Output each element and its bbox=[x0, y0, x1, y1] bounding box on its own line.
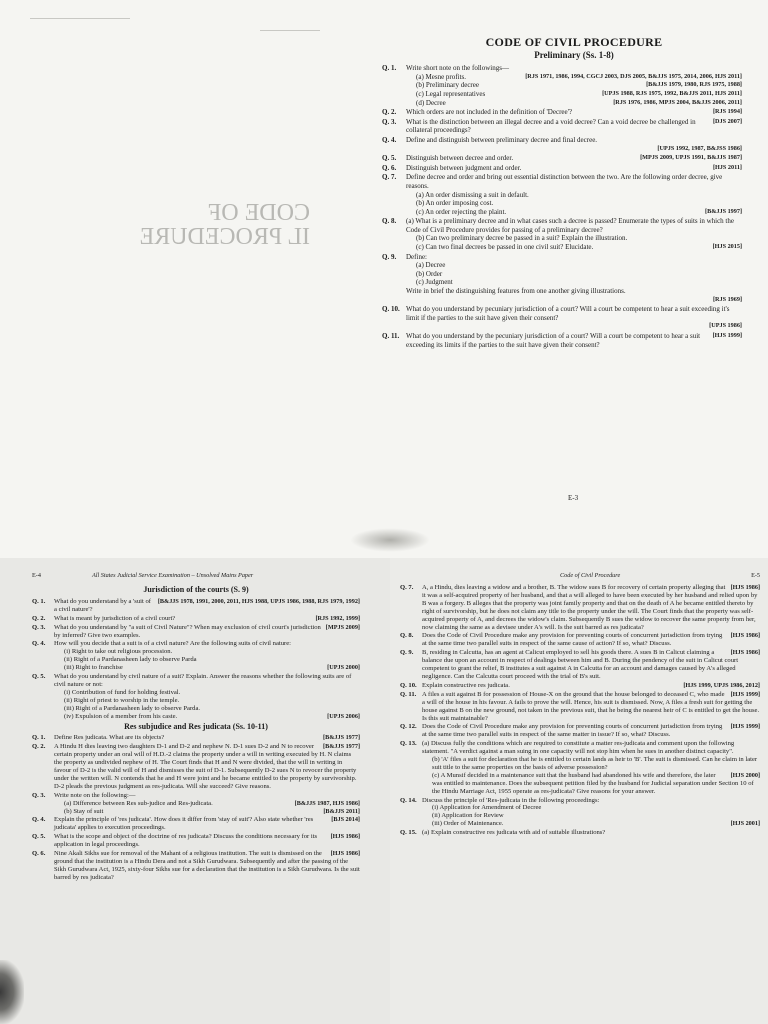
sub-question-text: (c) Judgment bbox=[416, 278, 453, 287]
bottom-left-page bbox=[0, 558, 390, 1024]
sub-question bbox=[422, 756, 760, 772]
exam-reference: [UPJS 2000] bbox=[327, 664, 360, 672]
sub-question bbox=[54, 689, 360, 697]
running-header bbox=[400, 572, 760, 584]
sub-question-text: (ii) Right of a Pardanasheen lady to observe Parda bbox=[64, 656, 197, 664]
running-head: Code of Civil Procedure bbox=[560, 572, 621, 579]
sub-question-text: (b) Stay of suit bbox=[64, 807, 104, 815]
question-text: What do you understand by the pecuniary jurisdiction of a court? Will a court be competent to hear a suit exceeding its limits if the parties to the suit have given their consent? bbox=[406, 332, 701, 349]
sub-question-text: (i) Application for Amendment of Decree bbox=[432, 804, 542, 812]
exam-reference: [UPJS 1992, 1987, B&JSS 1986] bbox=[657, 144, 742, 152]
sub-question-text: (d) Decree bbox=[416, 98, 446, 107]
question-item bbox=[400, 723, 760, 739]
sub-question-text: (iii) Right to franchise bbox=[64, 664, 123, 672]
sub-question bbox=[406, 278, 742, 287]
question-number: Q. 11. bbox=[382, 332, 400, 340]
exam-reference: [B&JJS 1997] bbox=[705, 207, 742, 215]
question-number: Q. 5. bbox=[32, 673, 46, 681]
question-item bbox=[32, 816, 360, 832]
sub-question bbox=[406, 90, 742, 99]
exam-reference: [B&JJS 1978, 1991, 2000, 2011, HJS 1988, UPJS 1986, 1988, RJS 1979, 1992] bbox=[157, 597, 360, 605]
section-heading: Jurisdiction of the courts (S. 9) bbox=[143, 585, 249, 594]
question-number: Q. 9. bbox=[400, 649, 414, 657]
sub-question bbox=[406, 191, 742, 200]
question-number: Q. 8. bbox=[382, 217, 397, 226]
question-list bbox=[382, 64, 742, 349]
question-text: Does the Code of Civil Procedure make any provision for preventing courts of concurrent jurisdiction from trying at the same time two parallel suits in respect of the same cause of action? If so, what? Discuss. bbox=[422, 632, 723, 648]
question-text: What do you understand by "a suit of Civil Nature"? When may exclusion of civil court's jurisdiction by inferred? Give two examples. bbox=[54, 623, 321, 639]
question-number: Q. 7. bbox=[382, 173, 397, 182]
exam-reference: [B&JJS 2011] bbox=[323, 807, 360, 815]
running-header bbox=[32, 572, 360, 584]
question-item bbox=[382, 64, 742, 107]
sub-question bbox=[406, 199, 742, 208]
question-text: A files a suit against B for possession of House-X on the ground that the house belonged to deceased C, who made a will of the house in his favour. A fails to prove the will. Hence, his suit is dismissed. Now, A files a fresh suit for getting the house against B on the new ground, not taken in the previous suit, that he being the nearest heir of C is entitled to get the house. Is this suit maintainable? bbox=[422, 690, 760, 722]
exam-reference: [HJS 2000] bbox=[730, 771, 760, 779]
question-number: Q. 9. bbox=[382, 252, 397, 261]
question-item bbox=[382, 154, 742, 163]
exam-reference: [HJS 1999] bbox=[730, 690, 760, 698]
sub-question bbox=[422, 804, 760, 812]
thumb-shadow bbox=[0, 960, 24, 1024]
question-item bbox=[32, 734, 360, 742]
question-column bbox=[400, 572, 760, 838]
exam-reference: [HJS 1986] bbox=[730, 584, 760, 591]
sub-question bbox=[54, 705, 360, 713]
question-item bbox=[32, 615, 360, 623]
question-item bbox=[400, 740, 760, 795]
exam-reference: [B&JJS 1977] bbox=[323, 734, 360, 742]
sub-question-text: (a) Difference between Res sub-judice and Res-judicata. bbox=[64, 799, 213, 807]
sub-question-text: (iii) Order of Maintenance. bbox=[432, 820, 504, 828]
exam-reference: [B&JJS 1979, 1980, RJS 1975, 1988] bbox=[646, 81, 742, 89]
question-item bbox=[32, 792, 360, 816]
question-list bbox=[32, 598, 360, 721]
question-item bbox=[382, 253, 742, 305]
exam-reference: [HJS 1986] bbox=[730, 632, 760, 640]
question-text: What do you understand by a 'suit of a civil nature'? bbox=[54, 597, 151, 613]
exam-reference: [RJS 1971, 1986, 1994, CGCJ 2003, DJS 2005, B&JJS 1975, 2014, 2006, HJS 2011] bbox=[525, 72, 742, 80]
question-text: A Hindu H dies leaving two daughters D-1 and D-2 and nephew N. D-1 sues D-2 and N to recover certain property under an oral will of H.D.-2 claims the property under a will in writing executed by H. N claims the property as undivided nephew of H. The Court finds that H and N were divided, that the will in writing in favour of D-2 is the valid will of H and dismisses the suit of D-1. Subsequently D-2 sues N to revocer the property under the written will. N contends that he and H were joint and he became entitled to the property by survivorship. D-2 pleads the previous judgment as res-judicata. Will she succeed? Give reasons. bbox=[54, 743, 357, 790]
sub-question-text: (c) A Munsif decided in a maintenance suit that the husband had abandoned his wife and therefore, the later was entitled to maintenance. Does the subsequent petition filed by the husband for Judicial separation under Section 10 of the Hindu Marriage Act, 1955 operate as res-judicata? Give reasons for your answer. bbox=[432, 771, 754, 795]
question-text: Define: bbox=[406, 252, 427, 261]
sub-question bbox=[54, 648, 360, 656]
sub-question bbox=[406, 261, 742, 270]
page-title: CODE OF CIVIL PROCEDURE bbox=[485, 35, 663, 49]
question-item bbox=[382, 108, 742, 117]
question-item bbox=[32, 850, 360, 882]
exam-reference: [HJS 1999] bbox=[712, 332, 742, 339]
exam-reference: [HJS 1986] bbox=[330, 850, 360, 858]
exam-reference: [UPJS 2006] bbox=[327, 712, 360, 720]
question-item bbox=[400, 632, 760, 648]
exam-reference: [B&JJS 1977] bbox=[323, 743, 360, 751]
question-item bbox=[400, 649, 760, 681]
question-list bbox=[32, 734, 360, 881]
question-text: What is meant by jurisdiction of a civil court? bbox=[54, 614, 176, 622]
question-number: Q. 6. bbox=[32, 850, 46, 858]
question-item bbox=[32, 673, 360, 720]
exam-reference: [RJS 1994] bbox=[712, 108, 742, 116]
sub-question-text: (c) Can two final decrees be passed in one civil suit? Elucidate. bbox=[416, 243, 594, 252]
question-number: Q. 4. bbox=[382, 135, 397, 144]
question-number: Q. 7. bbox=[400, 584, 414, 591]
question-item bbox=[400, 691, 760, 723]
question-item bbox=[382, 164, 742, 173]
sub-question-text: (a) Mesne profits. bbox=[416, 72, 466, 81]
sub-question bbox=[54, 800, 360, 808]
sub-question-text: (iii) Right of a Pardanasheen lady to observe Parda. bbox=[64, 704, 201, 712]
question-number: Q. 2. bbox=[32, 743, 46, 751]
question-number: Q. 3. bbox=[382, 117, 397, 126]
sub-question bbox=[406, 243, 742, 252]
page-number: E-5 bbox=[751, 572, 760, 579]
sub-question-text: (b) An order imposing cost. bbox=[416, 199, 494, 208]
question-number: Q. 8. bbox=[400, 632, 414, 640]
question-number: Q. 12. bbox=[400, 723, 417, 731]
question-text: B, residing in Calcutta, has an agent at Calicut employed to sell his goods there. A sues B in Calicut claiming a balance due upon an account in respect of dealings between him and B. During the pendency of the suit in Calicut court competent to grant the relief, B institutes a suit against A in Calcutta for an account and damages caused by A's alleged negligence. Can the Calcutta court proceed with the trial of B's suit. bbox=[422, 649, 739, 680]
sub-question bbox=[406, 73, 742, 82]
sub-question-text: (b) Order bbox=[416, 269, 443, 278]
question-text: A, a Hindu, dies leaving a widow and a brother, B. The widow sues B for recovery of certain property alleging that it was a self-acquired property of her husband, and that a will alleged to have been executed by her husband and relied upon by B was a forgery. B alleges that the property was joint family property and that on the death of A he became entitled thereto by right of survivorship, but he does not claim any title to the property under the will. The Court finds that the property was self-acquired property of A, and decrees the widow's claim. Subsequently B sues the widow to recover the same property from her, now claiming the same as a devisee under A's will. Is the suit barred as res judicata? bbox=[422, 584, 758, 631]
exam-reference: [UPJS 1988, RJS 1975, 1992, B&JJS 2011, HJS 2011] bbox=[602, 89, 742, 97]
question-number: Q. 3. bbox=[32, 623, 46, 631]
page-number: E-4 bbox=[32, 572, 41, 579]
sub-question-text: (ii) Application for Review bbox=[432, 812, 504, 820]
sub-question bbox=[406, 99, 742, 108]
question-text: (a) Discuss fully the conditions which are required to constitute a matter res-judicata and comment upon the following statement. "A verdict against a man suing in one capacity will not stop him when he sues in another distinct capacity". bbox=[422, 740, 735, 756]
sub-question bbox=[422, 812, 760, 820]
question-item bbox=[400, 829, 760, 837]
sub-question-text: (b) 'A' files a suit for declaration that he is entitled to certain lands as heir to 'B'. The suit is dismissed. Can he claim in later suit title to the same properties on the basis of adverse possession? bbox=[432, 756, 758, 771]
question-text: Distinguish between judgment and order. bbox=[406, 163, 522, 172]
question-text: Write note on the following:— bbox=[54, 791, 136, 799]
question-item bbox=[32, 743, 360, 790]
question-number: Q. 6. bbox=[382, 163, 397, 172]
question-number: Q. 3. bbox=[32, 791, 46, 799]
sub-question bbox=[54, 697, 360, 705]
question-number: Q. 11. bbox=[400, 690, 417, 698]
exam-reference: [RJS 1976, 1986, MPJS 2004, B&JJS 2006, 2011] bbox=[613, 98, 742, 106]
page-subtitle: Preliminary (Ss. 1-8) bbox=[534, 49, 614, 60]
exam-reference: [BJS 2014] bbox=[331, 816, 360, 824]
sub-question bbox=[422, 772, 760, 796]
question-number: Q. 4. bbox=[32, 640, 46, 648]
exam-reference: [B&JJS 1987, HJS 1986] bbox=[294, 799, 360, 807]
sub-question bbox=[54, 713, 360, 721]
exam-reference: [HJS 2015] bbox=[712, 243, 742, 251]
question-number: Q. 10. bbox=[400, 681, 417, 689]
question-item bbox=[382, 118, 742, 135]
section-heading: Res subjudice and Res judicata (Ss. 10-11) bbox=[124, 721, 268, 731]
question-item bbox=[382, 173, 742, 216]
bleed-mark bbox=[30, 18, 130, 19]
question-item bbox=[400, 584, 760, 631]
question-column bbox=[32, 572, 360, 883]
sub-question bbox=[406, 208, 742, 217]
question-item bbox=[382, 136, 742, 153]
question-column bbox=[382, 35, 742, 350]
question-number: Q. 5. bbox=[32, 833, 46, 841]
question-text: Explain the principle of 'res judicata'. How does it differ from 'stay of suit'? Also state whether 'res judicata' applies to execution proceedings. bbox=[54, 816, 314, 832]
question-text: Which orders are not included in the definition of 'Decree'? bbox=[406, 108, 572, 117]
exam-reference: [RJS 1969] bbox=[712, 295, 742, 303]
question-number: Q. 15. bbox=[400, 829, 417, 837]
question-text: What do you understand by pecuniary jurisdiction of a court? Will a court be competent to hear a suit exceeding it's limit if the parties to the suit have given their consent? bbox=[406, 305, 730, 322]
question-text: Write short note on the followings— bbox=[406, 64, 509, 73]
question-number: Q. 4. bbox=[32, 816, 46, 824]
exam-reference: [RJS 1992, 1999] bbox=[315, 614, 360, 622]
question-item bbox=[382, 332, 742, 349]
sub-question-text: (b) Can two preliminary decree be passed in a suit? Explain the illustration. bbox=[416, 234, 628, 243]
sub-question bbox=[54, 664, 360, 672]
question-text: What is the scope and object of the doctrine of res judicata? Discuss the conditions necessary for its application in legal proceedings. bbox=[54, 833, 318, 849]
question-number: Q. 1. bbox=[382, 64, 397, 73]
question-number: Q. 13. bbox=[400, 740, 417, 748]
question-number: Q. 1. bbox=[32, 734, 46, 742]
sub-question bbox=[422, 820, 760, 828]
exam-reference: [HJS 1999, UPJS 1986, 2012] bbox=[683, 681, 760, 689]
exam-reference: [HJS 2001] bbox=[730, 820, 760, 828]
question-text: Define decree and order and bring out essential distinction between the two. Are the following order decree, give reasons. bbox=[406, 173, 723, 190]
question-text: How will you decide that a suit is of a civil nature? Are the following suits of civil nature: bbox=[54, 640, 291, 648]
exam-reference: [DJS 2007] bbox=[712, 117, 742, 125]
scan-smudge bbox=[350, 528, 430, 552]
question-item bbox=[382, 305, 742, 331]
question-list bbox=[400, 584, 760, 837]
sub-question-text: (a) Decree bbox=[416, 261, 446, 270]
exam-reference: [HJS 1986] bbox=[730, 649, 760, 657]
question-number: Q. 1. bbox=[32, 597, 46, 605]
question-text: Discuss the principle of 'Res-judicata in the following proceedings: bbox=[422, 796, 600, 804]
question-text: Define and distinguish between preliminary decree and final decree. bbox=[406, 135, 598, 144]
sub-question bbox=[406, 81, 742, 90]
exam-reference: [HJS 1999] bbox=[730, 723, 760, 731]
bleed-through-text: CODE OF bbox=[207, 200, 310, 226]
question-item bbox=[400, 797, 760, 829]
question-tail: Write in brief the distinguishing features from one another giving illustrations. bbox=[406, 287, 626, 296]
sub-question-text: (b) Preliminary decree bbox=[416, 81, 479, 90]
question-item bbox=[382, 217, 742, 251]
sub-question-text: (a) An order dismissing a suit in default. bbox=[416, 190, 529, 199]
question-text: (a) What is a preliminary decree and in what cases such a decree is passed? Enumerate the types of suits in which the Code of Civil Procedure provides for passing of a preliminary decree? bbox=[406, 217, 734, 234]
question-text: Does the Code of Civil Procedure make any provision for preventing courts of concurrent jurisdiction from trying at the same time two parallel suits in respect of the same matter in issue? If so, what? Discuss. bbox=[422, 723, 723, 739]
question-number: Q. 5. bbox=[382, 154, 397, 163]
question-number: Q. 10. bbox=[382, 305, 400, 314]
exam-reference: [UPJS 1986] bbox=[709, 322, 742, 330]
question-text: Explain constructive res judicata. bbox=[422, 681, 510, 689]
exam-reference: [HJS 2011] bbox=[712, 163, 742, 171]
question-item bbox=[32, 640, 360, 672]
sub-question bbox=[406, 270, 742, 279]
exam-reference: [MPJS 2009] bbox=[325, 623, 360, 631]
sub-question bbox=[406, 234, 742, 243]
sub-question-text: (ii) Right of priest to worship in the temple. bbox=[64, 696, 180, 704]
question-text: Distinguish between decree and order. bbox=[406, 154, 514, 163]
question-item bbox=[32, 624, 360, 640]
question-text: Define Res judicata. What are its objects? bbox=[54, 734, 165, 742]
question-number: Q. 2. bbox=[382, 108, 397, 117]
question-text: What do you understand by civil nature of a suit? Explain. Answer the reasons whether the following suits are of civil nature or not: bbox=[54, 673, 352, 688]
bleed-mark bbox=[260, 30, 320, 31]
exam-reference: [HJS 1986] bbox=[330, 833, 360, 841]
question-item bbox=[32, 833, 360, 849]
sub-question bbox=[54, 808, 360, 816]
bottom-right-page bbox=[390, 558, 768, 1024]
question-number: Q. 2. bbox=[32, 614, 46, 622]
question-text: Nine Akali Sikhs sue for removal of the Mahant of a religious institution. The suit is dismissed on the ground that the institution is a Hindu Dera and not a Sikh Gurudwara. Subsequently and after the passing of the Sikh Gurudwara Act, 1925, sixty-four Sikhs sue for a declaration that the institution is a Sikh Gurudwara. Is the suit barred by res judicata? bbox=[54, 850, 360, 881]
sub-question-text: (i) Right to take out religious procession. bbox=[64, 648, 173, 656]
sub-question-text: (c) Legal representatives bbox=[416, 89, 486, 98]
sub-question-text: (c) An order rejecting the plaint. bbox=[416, 207, 507, 216]
question-text: What is the distinction between an illegal decree and a void decree? Can a void decree be challenged in collateral proceedings? bbox=[406, 117, 696, 135]
question-number: Q. 14. bbox=[400, 796, 417, 804]
page-number: E-3 bbox=[568, 494, 579, 502]
running-head: All States Judicial Service Examination – Unsolved Mains Paper bbox=[92, 572, 254, 579]
bleed-through-text: IL PROCEDURE bbox=[139, 224, 310, 250]
sub-question-text: (iv) Expulsion of a member from his caste. bbox=[64, 712, 178, 720]
question-item bbox=[400, 682, 760, 690]
exam-reference: [MPJS 2009, UPJS 1991, B&JJS 1987] bbox=[640, 154, 742, 162]
question-text: (a) Explain constructive res judicata with aid of suitable illustrations? bbox=[422, 829, 606, 837]
sub-question bbox=[54, 656, 360, 664]
question-item bbox=[32, 598, 360, 614]
sub-question-text: (i) Contribution of fund for holding festival. bbox=[64, 688, 181, 696]
